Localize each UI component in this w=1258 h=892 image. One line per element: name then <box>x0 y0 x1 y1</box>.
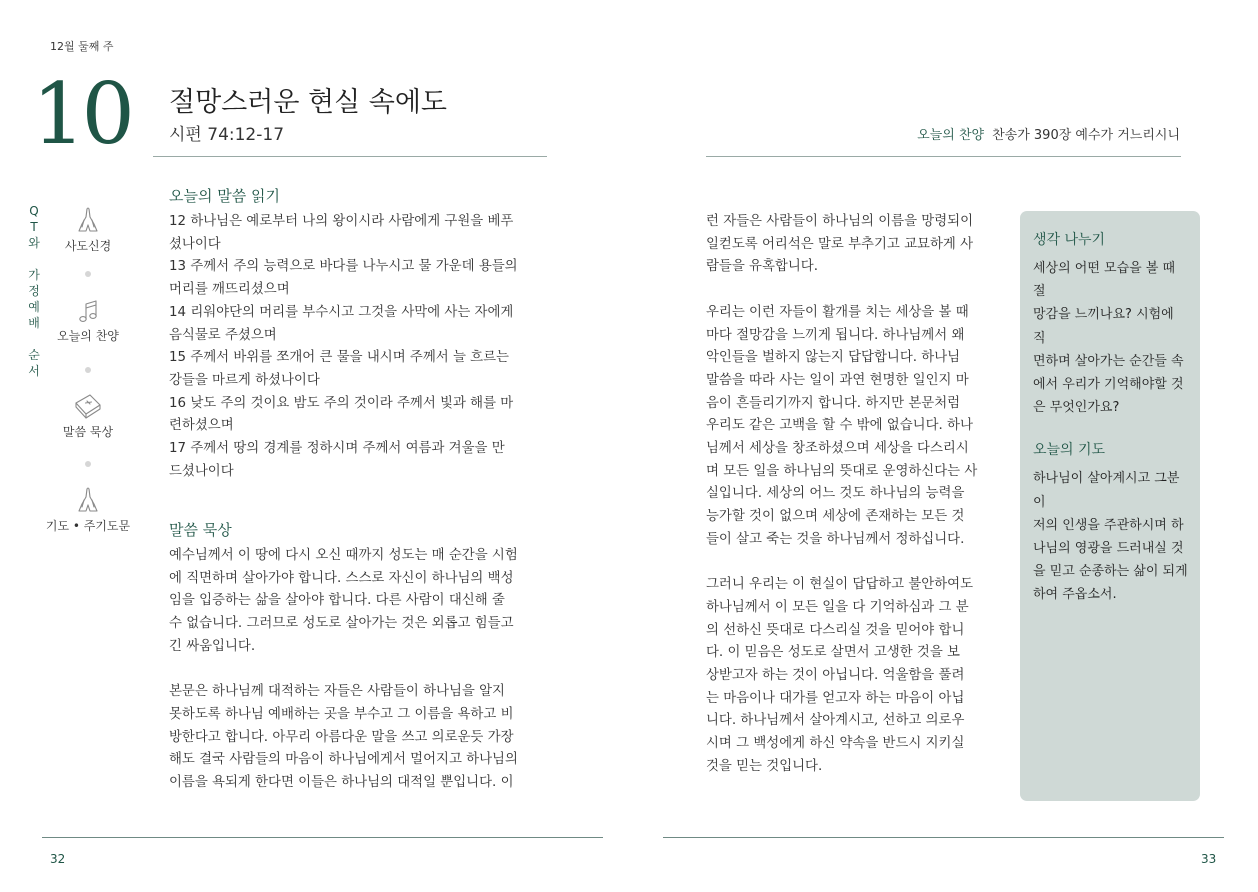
verse-number: 17 <box>169 441 187 457</box>
day-number: 10 <box>32 65 131 163</box>
hymn-title: 찬송가 390장 예수가 거느리시니 <box>992 128 1180 143</box>
praying-hands-icon <box>73 205 103 235</box>
text-line: 방한다고 합니다. 아무리 아름다운 말을 쓰고 의로운듯 가장 <box>169 729 514 745</box>
text-line: 시며 그 백성에게 하신 약속을 반드시 지키실 <box>706 736 965 752</box>
text-line: 나님의 영광을 드러내실 것 <box>1033 541 1184 557</box>
text-line: 본문은 하나님께 대적하는 자들은 사람들이 하나님을 알지 <box>169 684 505 700</box>
verse-line: 강들을 마르게 하셨나이다 <box>169 372 320 388</box>
vertical-char: Q <box>29 204 39 218</box>
paragraph <box>169 681 547 795</box>
verse <box>169 347 549 392</box>
text-line: 상받고자 하는 것이 아닙니다. 억울함을 풀려 <box>706 668 965 684</box>
text-line: 하나님이 살아계시고 그분이 <box>1033 471 1180 510</box>
paragraph <box>169 545 547 659</box>
vertical-char: T <box>30 220 38 234</box>
vertical-char <box>27 331 41 347</box>
text-line: 들이 살고 죽는 것을 하나님께서 정하십니다. <box>706 531 965 547</box>
vertical-label <box>27 203 41 379</box>
page-title: 절망스러운 현실 속에도 <box>169 87 447 118</box>
page-number-right: 33 <box>1201 852 1217 866</box>
vertical-char <box>27 251 41 267</box>
sharing-heading: 생각 나누기 <box>1033 232 1106 248</box>
text-line: 우리도 같은 고백을 할 수 밖에 없습니다. 하나 <box>706 418 973 434</box>
text-line: 에서 우리가 기억해야할 것 <box>1033 377 1184 393</box>
step-label: 기도 • 주기도문 <box>45 519 131 533</box>
week-label: 12월 둘째 주 <box>50 40 114 53</box>
text-line: 님께서 세상을 창조하셨으며 세상을 다스리시 <box>706 441 969 457</box>
verse-line: 음식물로 주셨으며 <box>169 327 277 343</box>
text-line: 예수님께서 이 땅에 다시 오신 때까지 성도는 매 순간을 시험 <box>169 548 518 563</box>
text-line: 을 믿고 순종하는 삶이 되게 <box>1033 564 1188 580</box>
text-line: 음이 흔들리기까지 합니다. 하지만 본문처럼 <box>706 395 961 411</box>
verse <box>169 393 549 438</box>
bible-icon <box>72 391 104 421</box>
text-line: 다. 이 믿음은 성도로 살면서 고생한 것을 보 <box>706 645 960 661</box>
step-today-hymn <box>43 297 133 344</box>
meditation-heading: 말씀 묵상 <box>169 521 232 539</box>
scripture-passage: 시편 74:12-17 <box>169 125 285 145</box>
text-line: 임을 입증하는 삶을 살아야 합니다. 다른 사람이 대신해 줄 <box>169 593 505 609</box>
step-apostles-creed <box>43 205 133 254</box>
text-line: 악인들을 벌하지 않는지 답답합니다. 하나님 <box>706 350 961 366</box>
step-word-meditation <box>43 391 133 440</box>
step-label: 사도신경 <box>64 239 112 253</box>
verse-line: 드셨나이다 <box>169 463 234 479</box>
text-line: 긴 싸움입니다. <box>169 638 256 654</box>
reflection-box <box>1020 211 1200 801</box>
prayer-text <box>1033 467 1188 606</box>
meditation-text-right <box>706 211 996 801</box>
meditation-text-left <box>169 545 547 817</box>
vertical-char: 서 <box>28 364 40 378</box>
text-line: 의 선하신 뜻대로 다스리실 것을 믿어야 합니 <box>706 622 965 638</box>
verse-line: 낮도 주의 것이요 밤도 주의 것이라 주께서 빛과 해를 마 <box>190 395 514 411</box>
verse <box>169 211 549 256</box>
text-line: 에 직면하며 살아가야 합니다. 스스로 자신이 하나님의 백성 <box>169 570 514 586</box>
text-line: 것을 믿는 것입니다. <box>706 758 823 774</box>
text-line: 런 자들은 사람들이 하나님의 이름을 망령되이 <box>706 214 974 229</box>
text-line: 이름을 욕되게 한다면 이들은 하나님의 대적일 뿐입니다. 이 <box>169 775 514 791</box>
step-label: 오늘의 찬양 <box>57 329 119 343</box>
verse-line: 셨나이다 <box>169 236 221 252</box>
vertical-char: 순 <box>28 348 40 362</box>
page-number-left: 32 <box>50 852 66 866</box>
step-label: 말씀 묵상 <box>62 425 114 439</box>
text-line: 그러니 우리는 이 현실이 답답하고 불안하여도 <box>706 577 974 593</box>
text-line: 니다. 하나님께서 살아계시고, 선하고 의로우 <box>706 713 965 729</box>
verse-line: 주께서 땅의 경계를 정하시며 주께서 여름과 겨울을 만 <box>190 441 505 457</box>
text-line: 는 마음이나 대가를 얻고자 하는 마음이 아닙 <box>706 690 965 706</box>
vertical-char: 배 <box>28 316 40 330</box>
verse-line: 하나님은 예로부터 나의 왕이시라 사람에게 구원을 베푸 <box>190 214 514 229</box>
prayer-heading: 오늘의 기도 <box>1033 442 1106 459</box>
sharing-question <box>1033 257 1188 419</box>
text-line: 능가할 것이 없으며 세상에 존재하는 모든 것 <box>706 509 965 525</box>
vertical-char: 예 <box>28 300 40 314</box>
step-separator-dot <box>85 271 91 277</box>
paragraph <box>706 211 996 279</box>
text-line: 하나님께서 이 모든 일을 다 기억하심과 그 분 <box>706 599 969 615</box>
reading-heading: 오늘의 말씀 읽기 <box>169 187 280 205</box>
text-line: 저의 인생을 주관하시며 하 <box>1033 517 1184 533</box>
verse-number: 16 <box>169 395 187 411</box>
step-separator-dot <box>85 367 91 373</box>
hymn-label: 오늘의 찬양 <box>917 128 985 143</box>
music-note-icon <box>73 297 103 325</box>
step-separator-dot <box>85 461 91 467</box>
verse-line: 주께서 주의 능력으로 바다를 나누시고 물 가운데 용들의 <box>190 259 518 275</box>
verse-number: 14 <box>169 304 187 320</box>
verse <box>169 302 549 347</box>
vertical-char: 정 <box>28 284 40 298</box>
text-line: 하여 주옵소서. <box>1033 587 1117 603</box>
text-line: 실입니다. 세상의 어느 것도 하나님의 능력을 <box>706 486 965 502</box>
text-line: 못하도록 하나님 예배하는 곳을 부수고 그 이름을 욕하고 비 <box>169 706 514 722</box>
footer-divider-right <box>663 837 1224 838</box>
verse <box>169 438 549 483</box>
paragraph <box>706 574 996 778</box>
text-line: 우리는 이런 자들이 활개를 치는 세상을 볼 때 <box>706 304 969 320</box>
header-divider-right <box>706 156 1181 157</box>
text-line: 은 무엇인가요? <box>1033 400 1120 416</box>
praying-hands-icon <box>73 485 103 515</box>
header-divider-left <box>153 156 547 157</box>
text-line: 망감을 느끼나요? 시험에 직 <box>1033 307 1174 346</box>
footer-divider-left <box>42 837 603 838</box>
text-line: 세상의 어떤 모습을 볼 때 절 <box>1033 261 1176 300</box>
step-prayer <box>43 485 133 534</box>
verse <box>169 256 549 301</box>
verse-number: 15 <box>169 350 187 366</box>
verse-number: 13 <box>169 259 187 275</box>
text-line: 마다 절망감을 느끼게 됩니다. 하나님께서 왜 <box>706 327 965 343</box>
vertical-char: 와 <box>28 236 40 250</box>
text-line: 며 모든 일을 하나님의 뜻대로 운영하신다는 사 <box>706 463 978 479</box>
today-hymn <box>917 124 1180 143</box>
verse-line: 주께서 바위를 쪼개어 큰 물을 내시며 주께서 늘 흐르는 <box>190 350 509 366</box>
text-line: 람들을 유혹합니다. <box>706 259 818 275</box>
text-line: 면하며 살아가는 순간들 속 <box>1033 353 1184 369</box>
vertical-char: 가 <box>28 268 40 282</box>
text-line: 수 없습니다. 그러므로 성도로 살아가는 것은 외롭고 힘들고 <box>169 616 514 632</box>
scripture-verses <box>169 211 549 483</box>
text-line: 말씀을 따라 사는 일이 과연 현명한 일인지 마 <box>706 372 969 388</box>
verse-line: 리워야단의 머리를 부수시고 그것을 사막에 사는 자에게 <box>190 304 514 320</box>
verse-number: 12 <box>169 214 187 229</box>
verse-line: 련하셨으며 <box>169 418 234 434</box>
paragraph <box>706 302 996 552</box>
text-line: 일컫도록 어리석은 말로 부추기고 교묘하게 사 <box>706 236 974 252</box>
verse-line: 머리를 깨뜨리셨으며 <box>169 282 290 298</box>
text-line: 해도 결국 사람들의 마음이 하나님에게서 멀어지고 하나님의 <box>169 752 518 768</box>
